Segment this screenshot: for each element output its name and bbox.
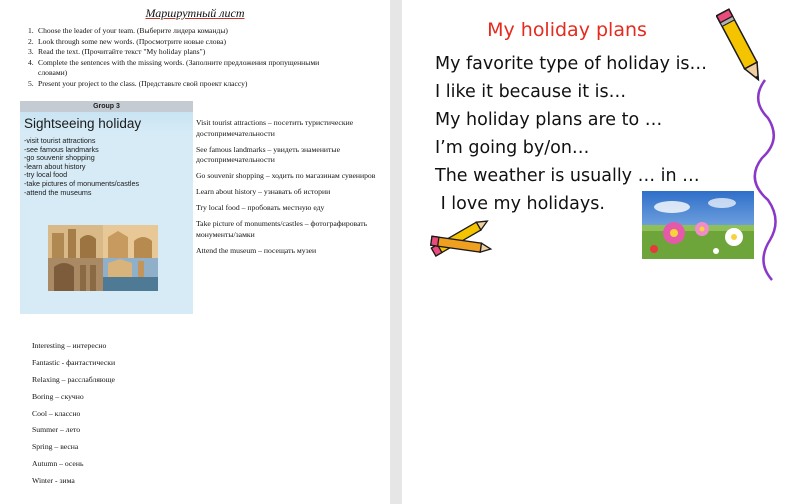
step-text: Present your project to the class. (Представьте свой проект классу) <box>38 78 248 88</box>
sentence-line: The weather is usually … in … <box>435 166 700 186</box>
vocabulary-item: Boring – скучно <box>32 391 84 401</box>
vocabulary-item: Spring – весна <box>32 442 79 452</box>
sentence-line: I’m going by/on… <box>435 138 590 158</box>
vocabulary-item: Winter - зима <box>32 476 75 486</box>
card-activity-item: -visit tourist attractions <box>24 136 96 145</box>
holiday-plans-title: My holiday plans <box>487 19 647 41</box>
sentence-line: My holiday plans are to … <box>435 110 663 130</box>
card-activity-item: -see famous landmarks <box>24 144 99 154</box>
step-item: 1. Choose the leader of your team. (Выберите лидера команды) <box>28 26 228 35</box>
translation-item: Visit tourist attractions – посетить туристические достопримечательности <box>196 118 354 138</box>
card-activity-item: -learn about history <box>24 161 86 171</box>
translation-item: Attend the museum – посещать музеи <box>196 245 317 255</box>
crossed-pencils-icon <box>424 216 494 260</box>
step-item: 4. Complete the sentences with the missing words. (Заполните предложения пропущенными словами) <box>28 57 320 77</box>
step-text: Choose the leader of your team. (Выберите лидера команды) <box>38 26 228 35</box>
translation-item: Take picture of monuments/castles – фотографировать монументы/замки <box>196 219 368 239</box>
sentence-line: I like it because it is… <box>435 82 627 102</box>
vocabulary-item: Autumn – осень <box>32 459 84 469</box>
step-text: Look through some new words. (Просмотрите новые слова) <box>38 36 226 46</box>
vocabulary-item: Cool – классно <box>32 408 81 418</box>
step-text: Read the text. (Прочитайте текст "My holiday plans") <box>38 47 206 56</box>
sentence-line: My favorite type of holiday is… <box>435 54 708 74</box>
translation-item: Learn about history – узнавать об истории <box>196 187 331 196</box>
step-text: Complete the sentences with the missing words. (Заполните предложения пропущенными словами) <box>38 57 320 77</box>
vocabulary-item: Relaxing – расслабляюще <box>32 374 115 384</box>
vocabulary-item: Fantastic - фантастически <box>32 357 116 367</box>
step-item: 5. Present your project to the class. (Представьте свой проект классу) <box>28 78 248 88</box>
route-sheet-title: Маршрутный лист <box>145 6 245 20</box>
card-activity-item: -try local food <box>24 170 68 180</box>
pencil-icon <box>716 4 766 90</box>
card-title: Sightseeing holiday <box>20 112 193 133</box>
card-group-label: Group 3 <box>20 101 193 112</box>
translation-item: See famous landmarks – увидеть знаменитые достопримечательности <box>196 144 340 164</box>
sentence-frames <box>435 50 707 218</box>
step-item: 3. Read the text. (Прочитайте текст "My holiday plans") <box>28 47 206 56</box>
card-activity-item: -attend the museums <box>24 187 92 197</box>
vocabulary-item: Summer – лето <box>32 425 81 435</box>
translation-item: Try local food – пробовать местную еду <box>196 203 325 212</box>
card-activity-item: -take pictures of monuments/castles <box>24 178 140 188</box>
sentence-line: I love my holidays. <box>435 194 605 214</box>
card-activity-item: -go souvenir shopping <box>24 153 95 163</box>
vocabulary-item: Interesting – интересно <box>32 341 107 350</box>
step-item: 2. Look through some new words. (Просмотрите новые слова) <box>28 36 226 46</box>
translation-item: Go souvenir shopping – ходить по магазинам сувениров <box>196 171 376 180</box>
